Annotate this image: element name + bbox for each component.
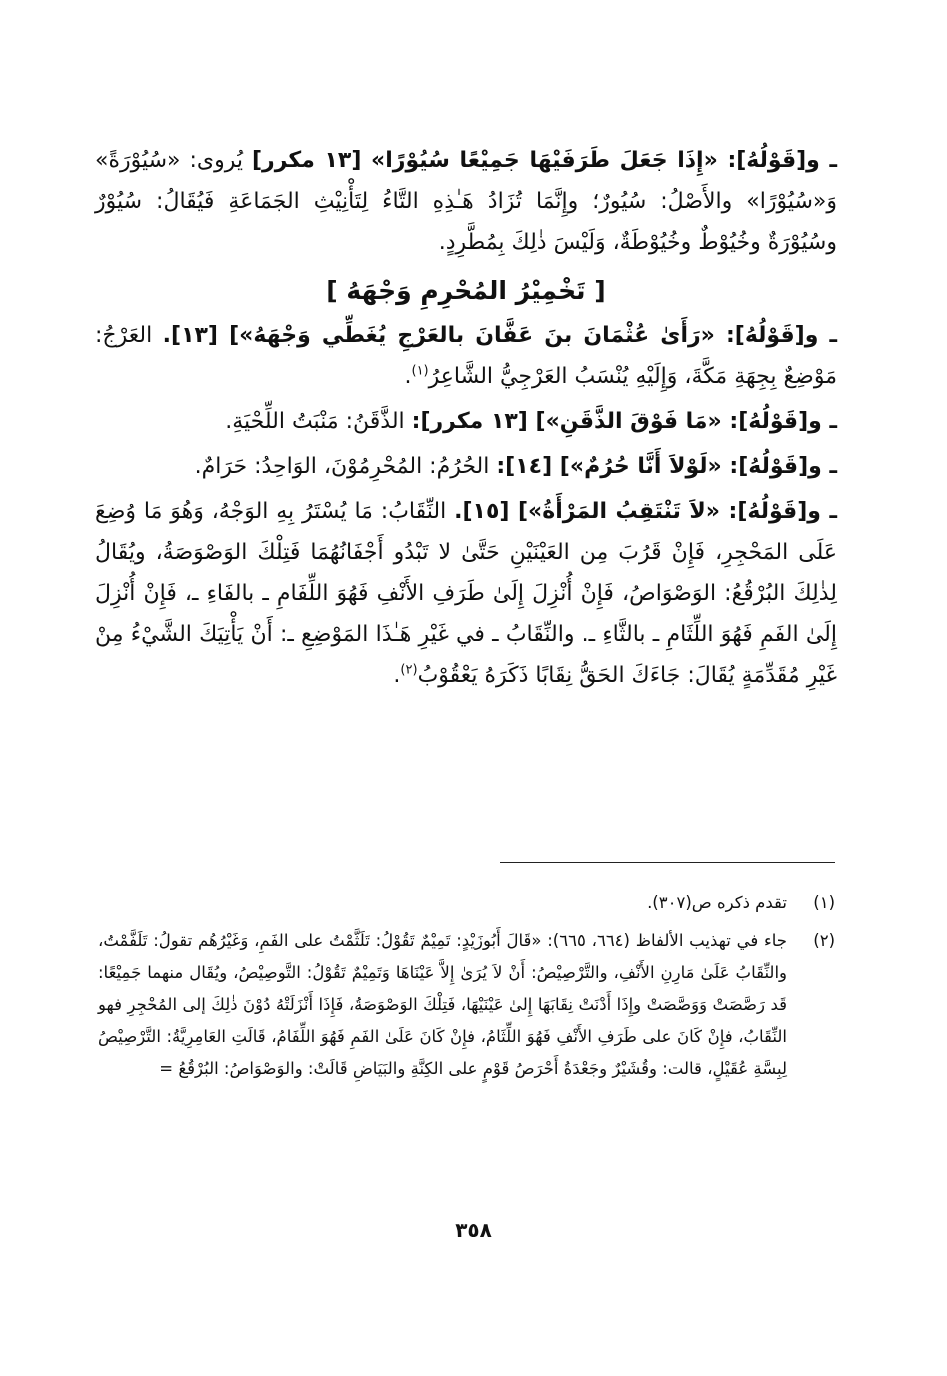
paragraph-body: الذَّقَنُ: مَنْبَتُ اللِّحْيَةِ.	[225, 409, 412, 434]
footnote-text: تقدم ذكره ص(٣٠٧).	[647, 893, 787, 912]
footnote-number: (١)	[813, 893, 835, 912]
paragraph-arj	[95, 315, 837, 397]
paragraph-body: العَرْجُ: مَوْضِعٌ بِجِهَةِ مَكَّةَ، وَإِلَيْهِ يُنْسَبُ العَرْجِيُّ الشَّاعِرُ	[95, 323, 837, 389]
footnote-number: (٢)	[813, 931, 835, 950]
paragraph-body: يُروى: «سُيُوْرَةً» وَ«سُيُوْرًا» والأَصْلُ: سُيُورٌ؛ وإِنَّمَا تُزَادُ هَـٰذِهِ التَّاءُ لِتَأْنِيْثِ الجَمَاعَةِ فَيُقَالُ: سُيُوْرٌ وسُيُوْرَةٌ وخُيُوْطٌ وخُيُوْطَةٌ، وَلَيْسَ ذٰلِكَ بِمُطَّرِدٍ.	[95, 148, 837, 255]
footnote-text: جاء في تهذيب الألفاظ (٦٦٤، ٦٦٥): «قَالَ أَبُوزَيْدٍ: تَمِيْمٌ تَقُوْلُ: تَلَثَّمْتُ على الفَمِ، وَغَيْرُهُم تقولُ: تَلَفَّمْتُ، والنِّقَابُ عَلَىٰ مَارِنِ الأَنْفِ، والتَّرْصِيْصُ: أَنْ لاَ يُرَىٰ إِلاَّ عَيْنَاهَا وَتَمِيْمٌ تَقُوْلُ: التَّوصِيْصُ، ويُقَال منهما جَمِيْعًا: قَد رَصَّصَتْ وَوَصَّصَتْ وإِذَا أَدْنَتْ نِقَابَهَا إِلىٰ عَيْنَيْهَا، فَتِلْكَ الوَصْوَصَةُ، فَإِذَا أَنْزَلَتْهُ دُوْنَ ذٰلِكَ إلى المُحْجِرِ فهو النِّقَابُ، فإِنْ كَانَ على طَرَفِ الأَنْفِ فَهُوَ اللِّثَامُ، فإِنْ كَانَ عَلَىٰ الفَمِ فَهُوَ اللِّفَامُ، قَالَتِ العَامِرِيَّةُ: التَّرْصِيْصُ لِبِسَّةِ عُقَيْلٍ، قالت: وقُشَيْرٌ وجَعْدَةُ أَحْرَصُ قَوْمٍ على الكِنَّةِ والبَيَاضِ قَالَتْ: والوَصْوَاصُ: البُرْقُعُ =	[98, 931, 788, 1078]
paragraph-dhaqan	[95, 401, 837, 442]
paragraph-body: النِّقَابُ: مَا يُسْتَرُ بِهِ الوَجْهُ، وَهُوَ مَا وُضِعَ عَلَى المَحْجِرِ، فَإِنْ قَرُبَ مِن العَيْنَيْنِ حَتَّىٰ لا تَبْدُو أَجْفَانُهُمَا فَتِلْكَ الوَصْوَصَةُ، ويُقَالُ لِذٰلِكَ البُرْقُعُ: الوَصْوَاصُ، فَإِنْ أُنْزِلَ إِلَىٰ طَرَفِ الأَنْفِ فَهُوَ اللِّفَامِ ـ بالفَاءِ ـ، فَإِنْ أُنْزِلَ إِلَىٰ الفَمِ فَهُوَ اللِّثَامِ ـ بالثَّاءِ ـ. والنِّقَابُ ـ في غَيْرِ هَـٰذَا المَوْضِعِ ـ: أَنْ يَأْتِيَكَ الشَّيْءُ مِنْ غَيْرِ مُقَدِّمَةٍ يُقَالَ: جَاءَكَ الحَقُّ نِقَابًا ذَكَرَهُ يَعْقُوْبُ	[95, 499, 837, 688]
paragraph-hurum	[95, 446, 837, 487]
paragraph-tail: .	[393, 663, 401, 688]
footnote-divider	[500, 862, 835, 863]
quote-lead: ـ و[قَوْلُهُ]: «إِذَا جَعَلَ طَرَفَيْهَا جَمِيْعًا سُيُوْرًا» [١٣ مكرر]	[252, 148, 838, 173]
quote-lead: ـ و[قَوْلُهُ]: «رَأَىٰ عُثْمَانَ بنَ عَفَّانَ بالعَرْجِ يُغَطِّي وَجْهَهُ»] [١٣].	[162, 323, 837, 348]
main-text	[95, 140, 837, 696]
footnotes	[98, 887, 835, 1091]
footnote	[98, 925, 835, 1085]
section-heading: [ تَخْمِيْرُ المُحْرِمِ وَجْهَهُ ]	[326, 276, 606, 305]
page-number: ٣٥٨	[455, 1218, 492, 1242]
paragraph-niqab	[95, 491, 837, 696]
paragraph-tail: .	[404, 364, 412, 389]
footnote-ref: (٢)	[400, 662, 418, 678]
quote-lead: ـ و[قَوْلُهُ]: «لاَ تَنْتَقِبُ المَرْأَةُ»] [١٥].	[454, 499, 837, 524]
paragraph-suyur	[95, 140, 837, 263]
paragraph-body: الحُرُمُ: المُحْرِمُوْنَ، الوَاحِدُ: حَرَامٌ.	[194, 454, 497, 479]
footnote-ref: (١)	[411, 363, 429, 379]
quote-lead: ـ و[قَوْلُهُ]: «لَوْلاَ أَنَّا حُرُمٌ»] [١٤]:	[496, 454, 837, 479]
footnote	[98, 887, 835, 919]
quote-lead: ـ و[قَوْلُهُ]: «مَا فَوْقَ الذَّقَنِ»] [١٣ مكرر]:	[411, 409, 837, 434]
